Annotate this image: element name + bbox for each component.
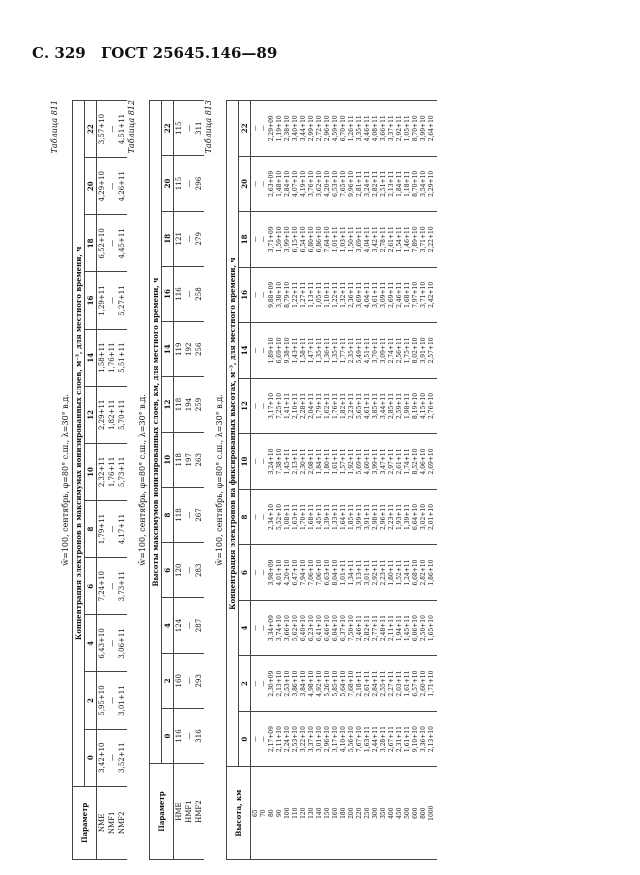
table-813-number: Таблица 813 [204,100,213,154]
cell: 1,58+11 [97,329,108,386]
cell: 115 [174,156,185,211]
cell: 119 [174,322,185,377]
cell: — [184,101,194,156]
hour-0: 0 [85,729,97,786]
cell: — [107,615,117,672]
cell: — [184,487,194,542]
hour-0: 0 [239,711,251,767]
cell: 311 [194,101,204,156]
table-813-caption: Концентрация электронов на фиксированных высотах, м⁻³, для местного времени, ч [227,101,239,767]
cell: 5,70+11 [117,386,127,443]
table-812-title: w̄=100, сентябрь, φ=80° с.ш., λ=30° в.д. [138,394,147,566]
hour-22: 22 [239,101,251,157]
row-label: NMF2 [117,786,127,859]
hour-4: 4 [162,598,174,653]
cell: 1,76+11 [107,329,117,386]
table-811-caption: Концентрация электронов в максимумах ионизированных слоев, м⁻³, для местного времени, ч [73,101,85,787]
cell: 120 [174,543,185,598]
cell: 267 [194,487,204,542]
hour-16: 16 [162,266,174,321]
cell: 5,73+11 [117,443,127,500]
cell: 5,51+11 [117,329,127,386]
hour-12: 12 [85,386,97,443]
row-label: HME [174,764,185,860]
values-column: — — 3,71+09 1,59+10 3,99+10 6,15+10 6,54+10 6,80+10 6,86+10 7,64+10 1,01+11 1,03+11 1,50+11 3,69+11 4,04+11 3,42+11 2,78+11 2,61+11 1,54+11 1,46+11 7,89+10 3,71+10 2,22+10 [251,212,438,268]
cell: 3,06+11 [117,615,127,672]
table-813 [226,100,437,860]
table-812 [149,100,204,860]
cell: — [107,158,117,215]
row-label: NMF1 [107,786,117,859]
table-811-title: w̄=100, сентябрь, φ=80° с.ш., λ=30° в.д. [61,394,70,566]
hour-2: 2 [239,656,251,712]
hour-20: 20 [85,158,97,215]
hour-22: 22 [162,101,174,156]
cell: 259 [194,377,204,432]
page-header [32,44,608,64]
cell: 316 [194,708,204,763]
param-header: Параметр [150,764,174,860]
cell: — [107,672,117,729]
cell: 3,73+11 [117,558,127,615]
hours-row [85,101,97,860]
cell: 5,95+10 [97,672,108,729]
table-row [107,101,117,860]
hour-6: 6 [239,545,251,601]
hour-8: 8 [239,489,251,545]
cell: 6,52+10 [97,215,108,272]
cell: 121 [174,211,185,266]
table-812-caption: Высоты максимумов ионизированных слоев, км, для местного времени, ч [150,101,162,764]
table-row [184,101,194,860]
hour-20: 20 [162,156,174,211]
cell: — [107,558,117,615]
cell: 7,24+10 [97,558,108,615]
cell: 4,17+11 [117,501,127,558]
cell: 4,26+11 [117,158,127,215]
values-column: — — 3,17+10 7,25+10 1,41+11 2,10+11 2,28+11 2,04+11 1,79+11 1,62+11 1,76+11 1,82+11 2,23+11 5,65+11 4,61+11 3,85+11 3,44+11 2,85+11 2,59+11 1,98+11 8,19+10 4,15+10 2,76+10 [251,378,438,434]
cell: 287 [194,598,204,653]
cell: 116 [174,266,185,321]
param-header: Параметр [73,786,97,859]
hour-18: 18 [239,212,251,268]
values-column: — — 2,30+09 2,13+10 2,53+10 3,86+10 3,84+10 4,98+10 4,92+10 5,26+10 5,85+10 5,64+10 7,68+10 2,18+11 2,61+11 2,84+11 2,55+11 2,27+11 2,03+11 1,61+11 6,57+10 2,60+10 1,71+10 [251,656,438,712]
values-column: — — 3,98+09 4,01+10 4,20+10 6,47+10 7,94+10 7,06+10 7,06+10 6,63+10 8,04+10 1,01+11 1,34+11 3,13+11 3,01+11 2,92+11 2,23+11 1,80+11 1,52+11 1,24+11 6,68+10 2,82+10 1,86+10 [251,545,438,601]
cell: — [107,215,117,272]
cell: — [184,156,194,211]
cell: 3,01+11 [117,672,127,729]
hour-2: 2 [85,672,97,729]
values-column: — — 2,29+09 1,19+10 2,38+10 3,40+10 3,44+10 2,99+10 2,72+10 2,96+10 4,59+10 6,70+10 1,26+11 3,35+11 4,46+11 4,08+11 3,66+11 3,37+11 2,92+11 1,05+11 8,70+10 3,99+10 2,64+10 [251,101,438,157]
hours-row [239,101,251,860]
hour-4: 4 [239,600,251,656]
cell: 1,76+11 [107,443,117,500]
cell: 256 [194,322,204,377]
table-row [194,101,204,860]
hour-18: 18 [85,215,97,272]
cell: 115 [174,101,185,156]
values-column: — — 9,88+09 3,38+10 8,79+10 1,22+11 1,27+11 1,13+11 1,05+11 1,10+11 1,22+11 1,32+11 2,36+11 3,69+11 4,04+11 3,61+11 3,09+11 2,69+11 2,46+11 1,68+11 7,97+10 3,71+10 2,42+10 [251,267,438,323]
hour-10: 10 [162,432,174,487]
cell: — [107,272,117,329]
values-column: — — 3,34+09 3,74+10 3,66+10 5,62+10 6,40+10 6,23+10 6,41+10 6,46+10 6,04+10 6,37+10 7,50+10 2,46+11 2,82+11 2,77+11 2,48+11 2,11+11 1,94+11 1,45+11 6,06+10 2,50+10 1,65+10 [251,600,438,656]
table-811 [72,100,127,860]
cell: 293 [194,653,204,708]
hours-row [162,101,174,860]
page-number: С. 329 [32,44,86,62]
cell: — [107,501,117,558]
cell: — [184,543,194,598]
cell: 263 [194,432,204,487]
row-label: HMF1 [184,764,194,860]
hour-2: 2 [162,653,174,708]
hour-22: 22 [85,101,97,158]
cell: — [184,598,194,653]
table-row [97,101,108,860]
table-body-row [251,101,438,860]
cell: 194 [184,377,194,432]
rotated-content [50,100,610,860]
hour-12: 12 [162,377,174,432]
cell: 192 [184,322,194,377]
cell: 118 [174,487,185,542]
cell: 296 [194,156,204,211]
hour-16: 16 [85,272,97,329]
cell: 160 [174,653,185,708]
table-813-title: w̄=100, сентябрь, φ=80° с.ш., λ=30° в.д. [215,394,224,566]
cell: 3,52+11 [117,729,127,786]
cell: 1,82+11 [107,386,117,443]
hour-14: 14 [85,329,97,386]
table-811-number: Таблица 811 [50,100,59,154]
cell: — [184,211,194,266]
table-row [117,101,127,860]
hour-4: 4 [85,615,97,672]
hour-8: 8 [85,501,97,558]
hour-16: 16 [239,267,251,323]
values-column: — — 2,17+09 2,11+10 2,24+10 2,53+10 3,22+10 3,37+10 3,01+10 2,96+10 3,17+10 4,10+10 5,56+10 7,67+10 1,63+11 2,44+11 3,28+11 2,67+11 2,31+11 1,61+11 9,10+10 3,36+10 2,13+10 [251,711,438,767]
cell: 283 [194,543,204,598]
hour-14: 14 [239,323,251,379]
cell: 124 [174,598,185,653]
cell: 118 [174,432,185,487]
cell: 6,43+10 [97,615,108,672]
hour-8: 8 [162,487,174,542]
heights-column: 65 70 80 90 100 110 120 130 140 150 160 180 200 220 250 300 350 400 450 500 600 800 1000 [251,767,438,860]
row-label: HMF2 [194,764,204,860]
cell: — [107,101,117,158]
cell: — [184,266,194,321]
table-812-number: Таблица 812 [127,100,136,154]
cell: 2,29+11 [97,386,108,443]
cell: — [184,708,194,763]
cell: 279 [194,211,204,266]
values-column: — — 3,24+10 7,38+10 1,45+11 2,13+11 2,30+11 2,08+11 1,84+11 1,80+11 1,61+11 1,57+11 1,92+11 5,69+11 4,60+11 3,99+11 3,47+11 2,97+11 2,61+11 1,74+11 8,52+10 4,06+10 2,69+10 [251,434,438,490]
cell: 4,45+11 [117,215,127,272]
hour-20: 20 [239,156,251,212]
cell: 4,29+10 [97,158,108,215]
cell: 258 [194,266,204,321]
cell: 3,57+10 [97,101,108,158]
height-header: Высота, км [227,767,251,860]
cell: 1,79+11 [97,501,108,558]
cell: — [184,653,194,708]
cell: — [107,729,117,786]
cell: 1,29+11 [97,272,108,329]
hour-6: 6 [85,558,97,615]
cell: 4,51+11 [117,101,127,158]
hour-14: 14 [162,322,174,377]
row-label: NME [97,786,108,859]
values-column: — — 1,89+10 6,69+10 9,38+10 1,43+11 1,58+11 1,47+11 1,35+11 1,36+11 1,35+11 1,77+11 2,35+11 5,49+11 4,51+11 3,70+11 3,09+11 2,74+11 2,56+11 1,75+11 8,02+10 3,91+10 2,57+10 [251,323,438,379]
hour-6: 6 [162,543,174,598]
hour-18: 18 [162,211,174,266]
hour-12: 12 [239,378,251,434]
hour-0: 0 [162,708,174,763]
cell: 5,27+11 [117,272,127,329]
cell: 197 [184,432,194,487]
values-column: — — 2,34+10 5,52+10 1,08+11 1,63+11 1,70+11 1,68+11 1,45+11 1,39+11 1,33+11 1,64+11 1,85+11 3,99+11 3,91+11 2,98+11 2,96+11 2,23+11 1,93+11 1,39+11 6,64+10 3,02+10 2,01+10 [251,489,438,545]
standard-code: ГОСТ 25645.146—89 [100,44,278,62]
cell: 116 [174,708,185,763]
cell: 3,42+10 [97,729,108,786]
hour-10: 10 [239,434,251,490]
table-row [174,101,185,860]
values-column: — — 2,63+09 1,48+10 2,84+10 4,07+10 4,19+10 3,76+10 3,62+10 4,20+10 6,53+10 7,65+10 9,96+10 2,81+11 3,24+11 2,82+11 2,51+11 2,13+11 1,84+11 1,18+11 8,70+10 3,54+10 2,29+10 [251,156,438,212]
cell: 2,32+11 [97,443,108,500]
cell: 118 [174,377,185,432]
hour-10: 10 [85,443,97,500]
